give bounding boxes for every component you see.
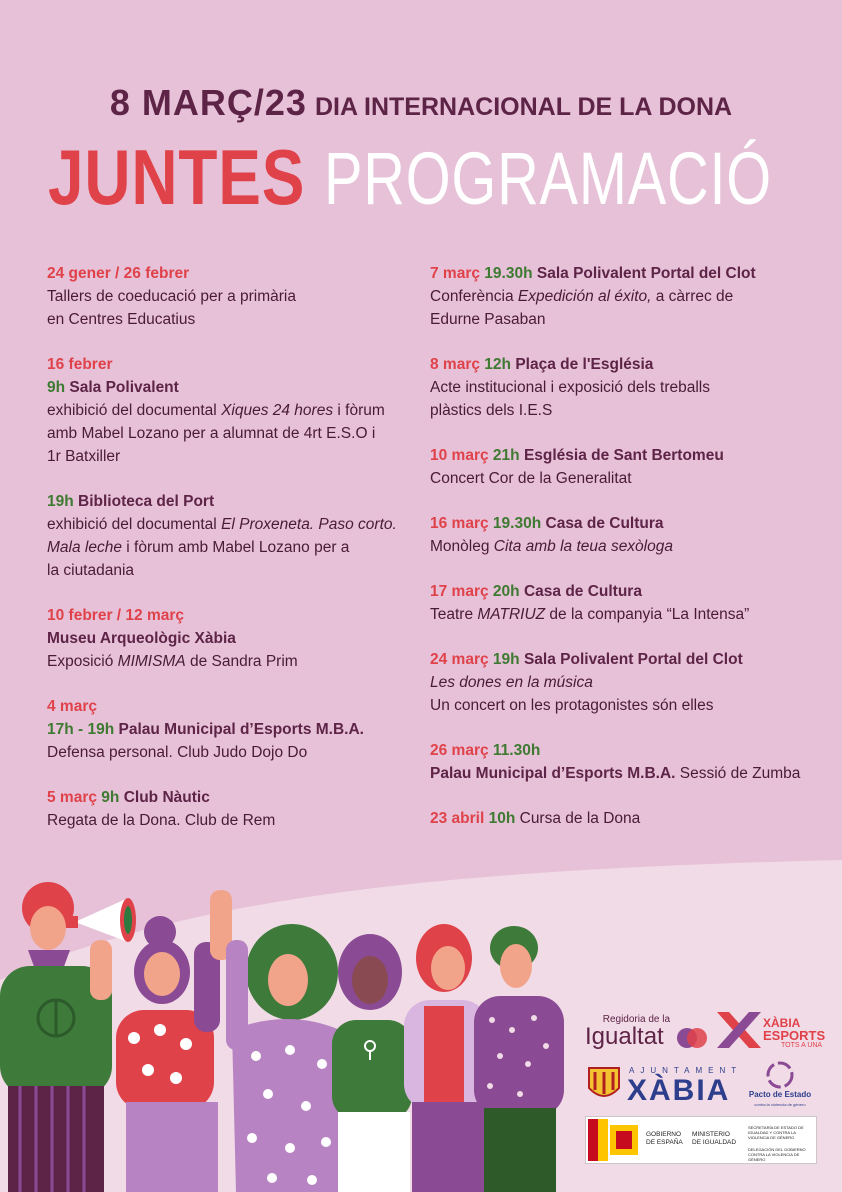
event-item [430,262,830,331]
event-title-italic: MATRIUZ [477,606,546,623]
event-date: 5 març [47,789,97,806]
event-item [430,648,830,717]
event-title-italic: Mala leche [47,539,122,556]
event-title-italic: MIMISMA [117,653,186,670]
xabia-coat-of-arms-icon [587,1064,621,1104]
event-item [430,444,830,490]
event-time: 20h [492,583,520,600]
logo-text: AJUNTAMENT [629,1066,743,1075]
event-desc: 1r Batxiller [47,448,121,465]
event-time: 19.30h [484,265,533,282]
event-desc: en Centres Educatius [47,311,196,328]
logo-text: DELEGACIÓN DEL GOBIERNO CONTRA LA VIOLENCIA DE GÉNERO [748,1147,806,1162]
event-desc: Conferència [430,288,518,305]
event-time: 21h [492,447,520,464]
women-group-illustration [0,880,590,1192]
event-date: 16 febrer [47,356,113,373]
event-place: Sala Polivalent Portal del Clot [536,265,756,282]
logo-text: XÀBIA [763,1016,801,1030]
event-title-italic: Cita amb la teua sexòloga [493,538,673,555]
event-date: 24 gener / 26 febrer [47,265,190,282]
event-desc: Teatre [430,606,478,623]
pacto-de-estado-logo [747,1060,817,1112]
event-desc: a càrrec de [651,288,734,305]
logo-text: Pacto de Estado [748,1090,812,1099]
event-desc: exhibició del documental [47,516,222,533]
event-place: Sala Polivalent [69,379,179,396]
title-juntes: JUNTES [48,133,306,221]
event-item [47,262,417,331]
event-item [430,807,830,830]
event-place: Sala Polivalent Portal del Clot [523,651,743,668]
event-item [430,739,830,785]
event-title-italic: Expedición al éxito, [517,288,652,305]
event-item [430,353,830,422]
woman-figure [116,916,220,1192]
event-item [47,786,417,832]
event-time: 11.30h [492,742,541,759]
logo-text: MINISTERIO [692,1131,730,1138]
event-time: 12h [484,356,512,373]
event-desc: la ciutadania [47,562,135,579]
event-desc: Cursa de la Dona [515,810,641,827]
event-desc: Regata de la Dona. Club de Rem [47,812,276,829]
event-desc: Sessió de Zumba [675,765,801,782]
event-date: 4 març [47,698,97,715]
event-time: 10h [488,810,516,827]
event-item [430,512,830,558]
event-time: 9h [47,379,66,396]
event-place: Casa de Cultura [545,515,664,532]
event-date: 8 març [430,356,480,373]
event-place: Palau Municipal d’Esports M.B.A. [118,721,364,738]
event-time: 17h - 19h [47,721,115,738]
event-desc: plàstics dels I.E.S [430,402,553,419]
header-subtitle: DIA INTERNACIONAL DE LA DONA [314,93,733,121]
sponsor-logos [585,1010,825,1170]
event-title-italic: El Proxeneta. Paso corto. [221,516,397,533]
event-desc: de la companyia “La Intensa” [545,606,750,623]
event-place: Plaça de l'Església [515,356,654,373]
event-desc: de Sandra Prim [185,653,298,670]
event-title-italic: Xiques 24 hores [221,402,334,419]
logo-text: ESPORTS [763,1028,826,1043]
event-date: 10 març [430,447,489,464]
logo-text: TOTS A UNA [781,1042,823,1049]
event-place: Casa de Cultura [523,583,642,600]
event-item [47,353,417,468]
event-place: Església de Sant Bertomeu [523,447,724,464]
event-desc: i fòrum [333,402,385,419]
logo-text: Regidoria de la [602,1014,670,1025]
event-desc: exhibició del documental [47,402,222,419]
event-date: 7 març [430,265,480,282]
woman-figure [332,934,412,1192]
title-programacio: PROGRAMACIÓ [324,137,773,220]
event-place: Museu Arqueològic Xàbia [47,630,236,647]
event-desc: Concert Cor de la Generalitat [430,470,632,487]
event-desc: Acte institucional i exposició dels treballs [430,379,710,396]
event-title-italic: Les dones en la música [430,674,593,691]
logo-text: DE IGUALDAD [692,1139,737,1146]
schedule-left-column [47,262,417,854]
event-date: 24 març [430,651,489,668]
gobierno-espana-logo [585,1116,817,1164]
event-date: 26 març [430,742,489,759]
woman-figure [474,926,564,1192]
event-place: Club Nàutic [123,789,210,806]
event-date: 16 març [430,515,489,532]
page-title [48,133,842,221]
event-desc: Un concert on les protagonistes són elles [430,697,714,714]
logo-text: SECRETARÍA DE ESTADO DE IGUALDAD Y CONTRA LA VIOLENCIA DE GÉNERO [748,1125,804,1140]
event-date: 23 abril [430,810,485,827]
event-item [47,604,417,673]
event-desc: Tallers de coeducació per a primària [47,288,296,305]
xabia-esports-logo [717,1012,827,1048]
event-item [430,580,830,626]
event-desc: i fòrum amb Mabel Lozano per a [121,539,350,556]
event-desc: Monòleg [430,538,494,555]
logo-text: XÀBIA [627,1074,731,1107]
logo-text: GOBIERNO [646,1131,682,1138]
event-date: 10 febrer / 12 març [47,607,185,624]
event-time: 19.30h [492,515,542,532]
event-date: 17 març [430,583,489,600]
event-time: 19h [47,493,74,510]
event-place: Palau Municipal d’Esports M.B.A. [430,765,676,782]
event-time: 9h [101,789,120,806]
woman-figure [210,890,348,1192]
event-time: 19h [492,651,520,668]
event-item [47,695,417,764]
event-desc: Edurne Pasaban [430,311,546,328]
xabia-x-icon [717,1012,761,1048]
igualtat-symbol-icon [677,1026,707,1050]
regidoria-igualtat-logo [585,1014,705,1051]
schedule-right-column [430,262,830,852]
event-item [47,490,417,582]
spain-flag-shield-icon [588,1119,642,1161]
logo-text: Igualtat [585,1023,664,1050]
header-date: 8 MARÇ/23 [109,82,307,123]
event-place: Biblioteca del Port [78,493,215,510]
pacto-circle-icon [765,1060,795,1090]
header-date-line [0,82,842,124]
event-desc: Defensa personal. Club Judo Dojo Do [47,744,308,761]
event-desc: Exposició [47,653,118,670]
ajuntament-xabia-logo [585,1062,745,1107]
event-desc: amb Mabel Lozano per a alumnat de 4rt E.S.O i [47,425,376,442]
logo-text: contra la violencia de género [754,1102,806,1107]
logo-text: DE ESPAÑA [646,1139,683,1146]
